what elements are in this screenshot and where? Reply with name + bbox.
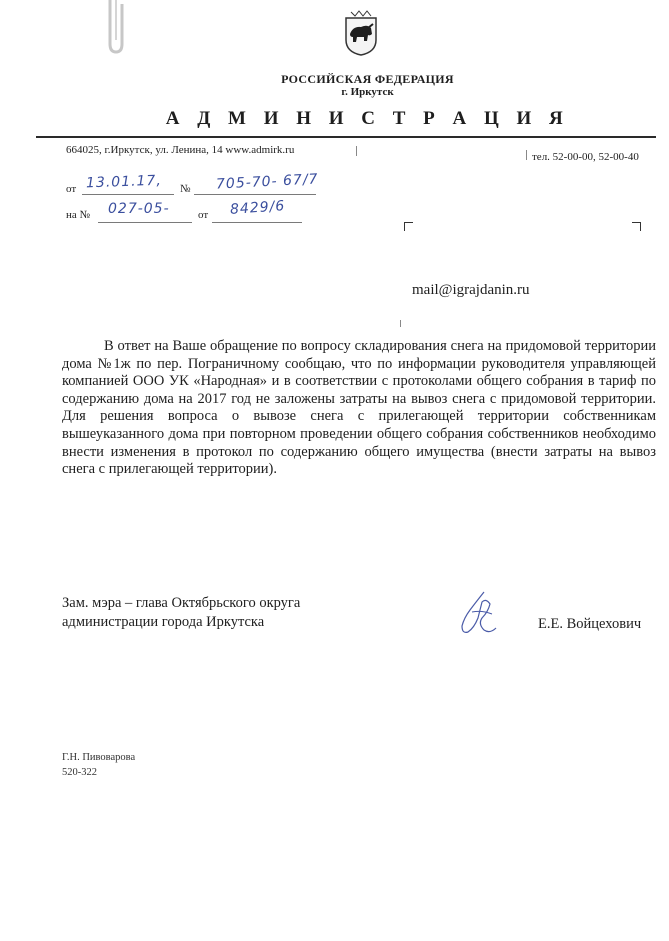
reply-label: на № (66, 209, 91, 221)
position-line-1: Зам. мэра – глава Октябрьского округа (62, 595, 301, 611)
number-value: 705-70- 67/7 (215, 171, 319, 193)
header-divider (36, 136, 656, 138)
reply-number: 027-05- (108, 201, 170, 217)
number-underline (194, 194, 316, 195)
signature-mark (454, 588, 500, 640)
coat-of-arms-icon (343, 10, 379, 56)
recipient-email: mail@igrajdanin.ru (412, 282, 530, 298)
address-corner-left (404, 222, 413, 231)
executor-phone: 520-322 (62, 767, 97, 778)
phone-separator (526, 150, 527, 160)
date-label: от (66, 183, 77, 195)
executor-block (62, 750, 135, 780)
position-line-2: администрации города Иркутска (62, 614, 265, 630)
reply-number-underline (98, 222, 192, 223)
paper-clip-icon (96, 0, 136, 58)
address-line: 664025, г.Иркутск, ул. Ленина, 14 www.admirk.ru (66, 144, 295, 156)
phone-line: тел. 52-00-00, 52-00-40 (532, 151, 639, 163)
executor-name: Г.Н. Пивоварова (62, 752, 136, 763)
address-corner-right (632, 222, 641, 231)
letter-body: В ответ на Ваше обращение по вопросу складирования снега на придомовой территории дома №1ж по пер. Пограничному сообщаю, что по информации руководителя управляющей компанией ООО УК «Народная» и в соответствии с протоколами общего собрания в тариф по содержанию дома на 2017 год не заложены затраты на вывоз снега с придомовой территории. Для решения вопроса о вывозе снега с прилегающей территории собственникам вышеуказанного дома при повторном проведении общего собрания собственников необходимо внести изменения в протокол по содержанию общего имущества (внести затраты на вывоз снега с прилегающей территории). (62, 338, 656, 478)
country-title: РОССИЙСКАЯ ФЕДЕРАЦИЯ (281, 72, 454, 86)
organization-title: А Д М И Н И С Т Р А Ц И Я (165, 108, 570, 129)
city-title: г. Иркутск (341, 86, 394, 98)
reply-date: 8429/6 (229, 198, 286, 218)
reply-date-underline (212, 222, 302, 223)
date-value: 13.01.17, (85, 172, 163, 192)
signatory-name: Е.Е. Войцехович (538, 616, 642, 632)
reply-date-label: от (198, 209, 209, 221)
address-separator (356, 146, 357, 156)
signatory-position (62, 594, 300, 632)
number-label: № (180, 183, 191, 195)
text-margin-mark (400, 320, 401, 327)
date-underline (82, 194, 174, 195)
